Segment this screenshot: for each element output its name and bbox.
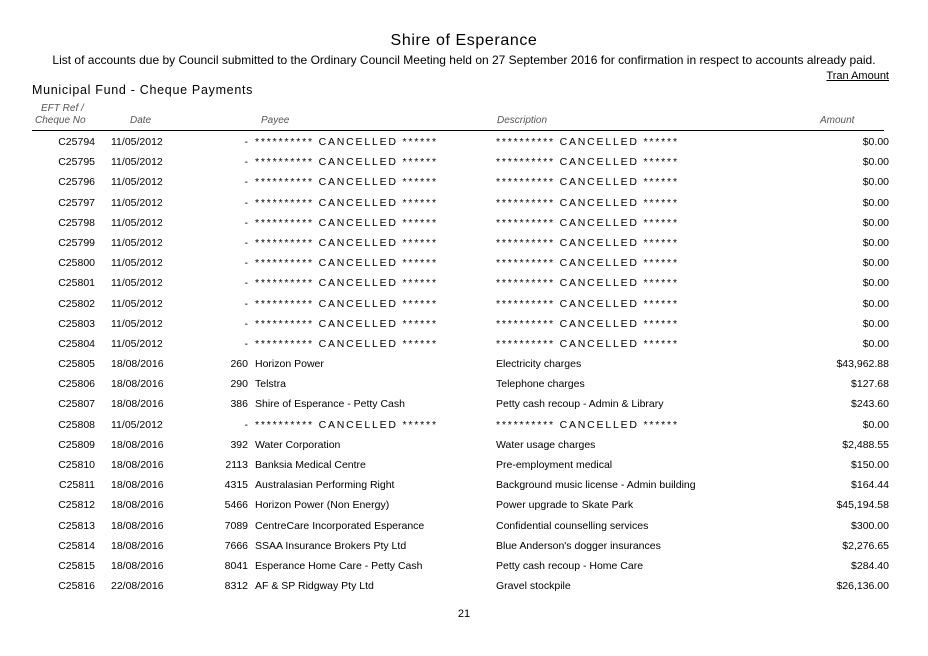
payee-name: ********** CANCELLED ****** bbox=[255, 236, 438, 249]
cheque-number: C25809 bbox=[58, 438, 95, 451]
cheque-number: C25805 bbox=[58, 358, 95, 371]
table-row bbox=[0, 516, 928, 536]
page-subtitle: List of accounts due by Council submitted to the Ordinary Council Meeting held on 27 September 2016 for confirmation in respect to accounts already paid. bbox=[52, 53, 876, 67]
cheque-number: C25795 bbox=[58, 156, 95, 169]
creditor-code: 8312 bbox=[224, 580, 248, 593]
creditor-code: - bbox=[244, 236, 248, 249]
payment-amount: $2,276.65 bbox=[842, 539, 889, 552]
table-row bbox=[0, 233, 928, 253]
payee-name: ********** CANCELLED ****** bbox=[255, 337, 438, 350]
payment-date: 11/05/2012 bbox=[111, 176, 163, 189]
creditor-code: 260 bbox=[230, 358, 248, 371]
payment-amount: $0.00 bbox=[862, 196, 889, 209]
cheque-number: C25804 bbox=[58, 337, 95, 350]
creditor-code: - bbox=[244, 196, 248, 209]
payee-name: ********** CANCELLED ****** bbox=[255, 156, 438, 169]
creditor-code: - bbox=[244, 277, 248, 290]
creditor-code: 7666 bbox=[224, 539, 248, 552]
table-row bbox=[0, 435, 928, 455]
payee-name: AF & SP Ridgway Pty Ltd bbox=[255, 580, 374, 593]
cheque-number: C25806 bbox=[58, 378, 95, 391]
table-row bbox=[0, 495, 928, 515]
payment-date: 11/05/2012 bbox=[111, 317, 163, 330]
payment-description: ********** CANCELLED ****** bbox=[496, 337, 679, 350]
payee-name: ********** CANCELLED ****** bbox=[255, 136, 438, 148]
table-row bbox=[0, 172, 928, 192]
payee-name: ********** CANCELLED ****** bbox=[255, 317, 438, 330]
payment-date: 18/08/2016 bbox=[111, 499, 164, 512]
payment-description: ********** CANCELLED ****** bbox=[496, 196, 679, 209]
payment-date: 18/08/2016 bbox=[111, 519, 164, 532]
payment-amount: $0.00 bbox=[862, 136, 889, 148]
payment-description: Background music license - Admin building bbox=[496, 479, 696, 492]
table-row bbox=[0, 294, 928, 314]
creditor-code: - bbox=[244, 176, 248, 189]
payment-description: Petty cash recoup - Home Care bbox=[496, 559, 644, 572]
table-row bbox=[0, 374, 928, 394]
payment-date: 18/08/2016 bbox=[111, 539, 164, 552]
creditor-code: - bbox=[244, 257, 248, 270]
payee-name: ********** CANCELLED ****** bbox=[255, 176, 438, 189]
payee-name: ********** CANCELLED ****** bbox=[255, 216, 438, 229]
payment-date: 18/08/2016 bbox=[111, 358, 164, 371]
payment-amount: $300.00 bbox=[851, 519, 889, 532]
payment-amount: $0.00 bbox=[862, 317, 889, 330]
payee-name: Banksia Medical Centre bbox=[255, 459, 366, 471]
table-row bbox=[0, 415, 928, 435]
payment-amount: $0.00 bbox=[862, 216, 889, 229]
cheque-number: C25808 bbox=[58, 418, 95, 431]
payment-description: Water usage charges bbox=[496, 438, 596, 451]
table-row bbox=[0, 536, 928, 556]
cheque-number: C25798 bbox=[58, 216, 95, 229]
creditor-code: - bbox=[244, 216, 248, 229]
cheque-number: C25810 bbox=[58, 459, 95, 471]
payment-date: 18/08/2016 bbox=[111, 459, 164, 471]
creditor-code: 7089 bbox=[224, 519, 248, 532]
cheque-number: C25813 bbox=[58, 519, 95, 532]
payments-table bbox=[0, 132, 928, 596]
table-row bbox=[0, 394, 928, 414]
payment-description: ********** CANCELLED ****** bbox=[496, 277, 679, 290]
cheque-number: C25794 bbox=[58, 136, 95, 148]
payee-name: Esperance Home Care - Petty Cash bbox=[255, 559, 423, 572]
payment-date: 11/05/2012 bbox=[111, 216, 163, 229]
payment-description: ********** CANCELLED ****** bbox=[496, 176, 679, 189]
payment-amount: $0.00 bbox=[862, 337, 889, 350]
payment-description: Blue Anderson's dogger insurances bbox=[496, 539, 661, 552]
table-row bbox=[0, 334, 928, 354]
payee-name: Telstra bbox=[255, 378, 286, 391]
col-header-date: Date bbox=[130, 115, 152, 126]
table-row bbox=[0, 354, 928, 374]
creditor-code: - bbox=[244, 317, 248, 330]
payment-description: ********** CANCELLED ****** bbox=[496, 297, 679, 310]
payment-amount: $0.00 bbox=[862, 418, 889, 431]
table-row bbox=[0, 576, 928, 596]
cheque-number: C25816 bbox=[58, 580, 95, 593]
payment-amount: $0.00 bbox=[862, 236, 889, 249]
payment-description: Electricity charges bbox=[496, 358, 582, 371]
cheque-number: C25815 bbox=[58, 559, 95, 572]
table-row bbox=[0, 273, 928, 293]
payment-date: 11/05/2012 bbox=[111, 257, 163, 270]
creditor-code: 392 bbox=[230, 438, 248, 451]
payment-description: Telephone charges bbox=[496, 378, 585, 391]
cheque-number: C25797 bbox=[58, 196, 95, 209]
table-row bbox=[0, 193, 928, 213]
payee-name: ********** CANCELLED ****** bbox=[255, 257, 438, 270]
payment-description: Power upgrade to Skate Park bbox=[496, 499, 634, 512]
payee-name: ********** CANCELLED ****** bbox=[255, 297, 438, 310]
cheque-number: C25811 bbox=[58, 479, 95, 492]
payment-date: 18/08/2016 bbox=[111, 479, 164, 492]
table-row bbox=[0, 152, 928, 172]
payment-description: ********** CANCELLED ****** bbox=[496, 257, 679, 270]
cheque-number: C25802 bbox=[58, 297, 95, 310]
cheque-number: C25807 bbox=[58, 398, 95, 411]
payee-name: SSAA Insurance Brokers Pty Ltd bbox=[255, 539, 407, 552]
payment-amount: $150.00 bbox=[851, 459, 889, 471]
payment-description: ********** CANCELLED ****** bbox=[496, 156, 679, 169]
col-header-cheque-no: Cheque No bbox=[35, 115, 86, 126]
payment-amount: $164.44 bbox=[851, 479, 889, 492]
header-divider bbox=[32, 130, 884, 131]
cheque-number: C25800 bbox=[58, 257, 95, 270]
creditor-code: - bbox=[244, 156, 248, 169]
payment-amount: $0.00 bbox=[862, 176, 889, 189]
creditor-code: - bbox=[244, 297, 248, 310]
payment-date: 18/08/2016 bbox=[111, 378, 164, 391]
cheque-number: C25803 bbox=[58, 317, 95, 330]
payment-date: 11/05/2012 bbox=[111, 236, 163, 249]
creditor-code: - bbox=[244, 136, 248, 148]
creditor-code: - bbox=[244, 418, 248, 431]
payment-date: 22/08/2016 bbox=[111, 580, 164, 593]
payee-name: Horizon Power bbox=[255, 358, 324, 371]
creditor-code: 290 bbox=[230, 378, 248, 391]
col-header-amount: Amount bbox=[820, 115, 855, 126]
table-row bbox=[0, 132, 928, 152]
payment-description: ********** CANCELLED ****** bbox=[496, 418, 679, 431]
payment-date: 18/08/2016 bbox=[111, 398, 164, 411]
payment-amount: $284.40 bbox=[851, 559, 889, 572]
payment-description: ********** CANCELLED ****** bbox=[496, 317, 679, 330]
col-header-description: Description bbox=[497, 115, 548, 126]
section-heading: Municipal Fund - Cheque Payments bbox=[32, 83, 254, 97]
table-row bbox=[0, 556, 928, 576]
cheque-number: C25814 bbox=[58, 539, 95, 552]
table-row bbox=[0, 253, 928, 273]
payee-name: ********** CANCELLED ****** bbox=[255, 418, 438, 431]
payment-description: ********** CANCELLED ****** bbox=[496, 136, 679, 148]
payment-date: 11/05/2012 bbox=[111, 297, 163, 310]
payment-date: 18/08/2016 bbox=[111, 559, 164, 572]
payment-amount: $43,962.88 bbox=[836, 358, 889, 371]
payee-name: Shire of Esperance - Petty Cash bbox=[255, 398, 405, 411]
payment-description: Pre-employment medical bbox=[496, 459, 613, 471]
payment-date: 11/05/2012 bbox=[111, 277, 163, 290]
payment-amount: $2,488.55 bbox=[842, 438, 889, 451]
payment-date: 18/08/2016 bbox=[111, 438, 164, 451]
creditor-code: 386 bbox=[230, 398, 248, 411]
cheque-number: C25799 bbox=[58, 236, 95, 249]
payment-date: 11/05/2012 bbox=[111, 156, 163, 169]
table-row bbox=[0, 213, 928, 233]
cheque-number: C25812 bbox=[58, 499, 95, 512]
payment-amount: $127.68 bbox=[851, 378, 889, 391]
payment-date: 11/05/2012 bbox=[111, 418, 163, 431]
creditor-code: 4315 bbox=[224, 479, 248, 492]
table-row bbox=[0, 475, 928, 495]
creditor-code: 5466 bbox=[224, 499, 248, 512]
cheque-number: C25796 bbox=[58, 176, 95, 189]
payee-name: CentreCare Incorporated Esperance bbox=[255, 519, 425, 532]
payment-date: 11/05/2012 bbox=[111, 337, 163, 350]
payee-name: ********** CANCELLED ****** bbox=[255, 196, 438, 209]
payee-name: Water Corporation bbox=[255, 438, 341, 451]
payee-name: Australasian Performing Right bbox=[255, 479, 395, 492]
payment-amount: $0.00 bbox=[862, 297, 889, 310]
payment-amount: $0.00 bbox=[862, 156, 889, 169]
payment-description: Petty cash recoup - Admin & Library bbox=[496, 398, 664, 411]
payment-amount: $243.60 bbox=[851, 398, 889, 411]
payment-amount: $26,136.00 bbox=[836, 580, 889, 593]
payment-description: Gravel stockpile bbox=[496, 580, 571, 593]
payment-date: 11/05/2012 bbox=[111, 196, 163, 209]
col-header-eft-ref: EFT Ref / bbox=[41, 103, 84, 114]
page-title: Shire of Esperance bbox=[390, 32, 538, 49]
payment-amount: $45,194.58 bbox=[836, 499, 889, 512]
payment-amount: $0.00 bbox=[862, 277, 889, 290]
table-row bbox=[0, 314, 928, 334]
payment-description: Confidential counselling services bbox=[496, 519, 649, 532]
payment-description: ********** CANCELLED ****** bbox=[496, 216, 679, 229]
creditor-code: 2113 bbox=[225, 459, 248, 471]
creditor-code: - bbox=[244, 337, 248, 350]
page-number: 21 bbox=[457, 608, 471, 620]
tran-amount-label: Tran Amount bbox=[826, 70, 889, 82]
table-row bbox=[0, 455, 928, 475]
col-header-payee: Payee bbox=[261, 115, 290, 126]
payment-description: ********** CANCELLED ****** bbox=[496, 236, 679, 249]
creditor-code: 8041 bbox=[224, 559, 248, 572]
payee-name: Horizon Power (Non Energy) bbox=[255, 499, 390, 512]
payment-date: 11/05/2012 bbox=[111, 136, 163, 148]
payee-name: ********** CANCELLED ****** bbox=[255, 277, 438, 290]
payment-amount: $0.00 bbox=[862, 257, 889, 270]
cheque-number: C25801 bbox=[58, 277, 95, 290]
